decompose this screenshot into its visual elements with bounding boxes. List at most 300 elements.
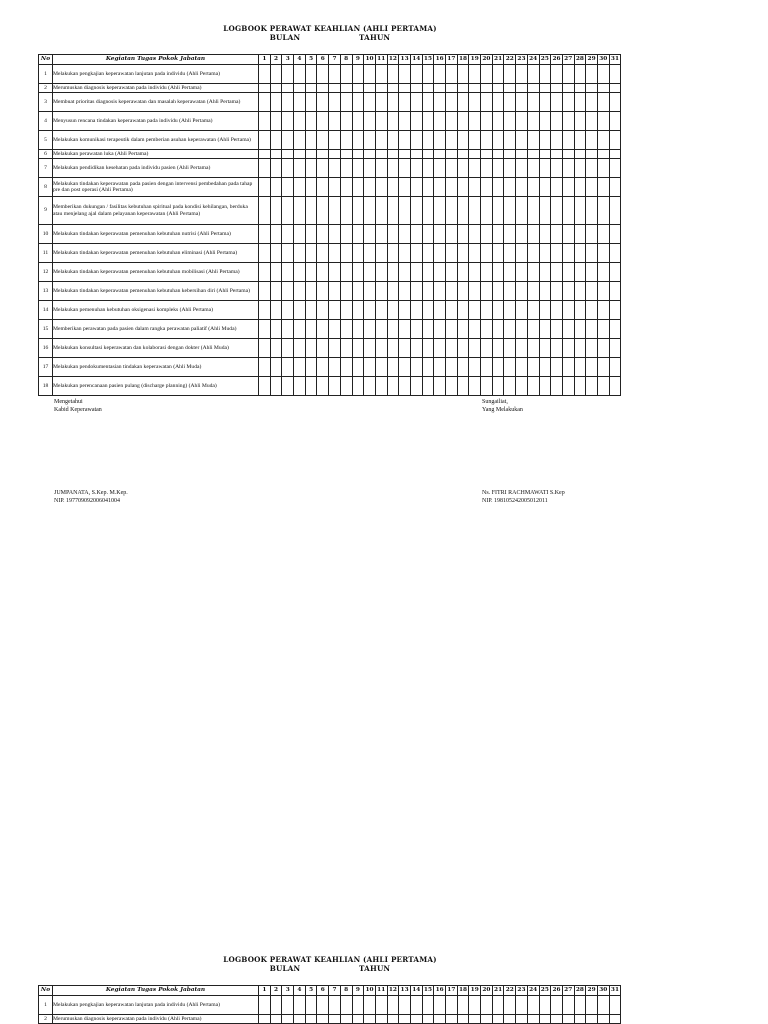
day-entry-cell[interactable] (527, 339, 539, 358)
day-entry-cell[interactable] (294, 282, 306, 301)
day-entry-cell[interactable] (574, 1015, 586, 1024)
day-entry-cell[interactable] (410, 93, 422, 112)
day-entry-cell[interactable] (340, 65, 352, 84)
day-entry-cell[interactable] (399, 358, 411, 377)
day-entry-cell[interactable] (457, 1015, 469, 1024)
day-entry-cell[interactable] (516, 358, 528, 377)
day-entry-cell[interactable] (481, 225, 493, 244)
day-entry-cell[interactable] (492, 339, 504, 358)
day-entry-cell[interactable] (270, 65, 282, 84)
day-entry-cell[interactable] (399, 320, 411, 339)
day-entry-cell[interactable] (364, 178, 376, 197)
day-entry-cell[interactable] (270, 244, 282, 263)
day-entry-cell[interactable] (597, 84, 609, 93)
day-entry-cell[interactable] (387, 282, 399, 301)
day-entry-cell[interactable] (364, 339, 376, 358)
day-entry-cell[interactable] (329, 225, 341, 244)
day-entry-cell[interactable] (410, 150, 422, 159)
day-entry-cell[interactable] (539, 339, 551, 358)
day-entry-cell[interactable] (434, 244, 446, 263)
day-entry-cell[interactable] (562, 320, 574, 339)
day-entry-cell[interactable] (282, 159, 294, 178)
day-entry-cell[interactable] (387, 320, 399, 339)
day-entry-cell[interactable] (539, 244, 551, 263)
day-entry-cell[interactable] (562, 225, 574, 244)
day-entry-cell[interactable] (492, 301, 504, 320)
day-entry-cell[interactable] (551, 93, 563, 112)
day-entry-cell[interactable] (457, 996, 469, 1015)
day-entry-cell[interactable] (422, 131, 434, 150)
day-entry-cell[interactable] (457, 112, 469, 131)
day-entry-cell[interactable] (364, 197, 376, 225)
day-entry-cell[interactable] (446, 65, 458, 84)
day-entry-cell[interactable] (551, 84, 563, 93)
day-entry-cell[interactable] (270, 282, 282, 301)
day-entry-cell[interactable] (457, 320, 469, 339)
day-entry-cell[interactable] (586, 301, 598, 320)
day-entry-cell[interactable] (527, 178, 539, 197)
day-entry-cell[interactable] (340, 178, 352, 197)
day-entry-cell[interactable] (597, 263, 609, 282)
day-entry-cell[interactable] (481, 320, 493, 339)
day-entry-cell[interactable] (259, 282, 271, 301)
day-entry-cell[interactable] (270, 377, 282, 396)
day-entry-cell[interactable] (375, 150, 387, 159)
day-entry-cell[interactable] (597, 131, 609, 150)
day-entry-cell[interactable] (259, 358, 271, 377)
day-entry-cell[interactable] (516, 225, 528, 244)
day-entry-cell[interactable] (504, 339, 516, 358)
day-entry-cell[interactable] (609, 263, 621, 282)
day-entry-cell[interactable] (270, 1015, 282, 1024)
day-entry-cell[interactable] (410, 339, 422, 358)
day-entry-cell[interactable] (492, 996, 504, 1015)
day-entry-cell[interactable] (504, 65, 516, 84)
day-entry-cell[interactable] (609, 93, 621, 112)
day-entry-cell[interactable] (375, 339, 387, 358)
day-entry-cell[interactable] (294, 320, 306, 339)
day-entry-cell[interactable] (574, 84, 586, 93)
day-entry-cell[interactable] (586, 93, 598, 112)
day-entry-cell[interactable] (469, 131, 481, 150)
day-entry-cell[interactable] (294, 159, 306, 178)
day-entry-cell[interactable] (305, 996, 317, 1015)
day-entry-cell[interactable] (551, 159, 563, 178)
day-entry-cell[interactable] (352, 358, 364, 377)
day-entry-cell[interactable] (282, 358, 294, 377)
day-entry-cell[interactable] (527, 996, 539, 1015)
day-entry-cell[interactable] (422, 320, 434, 339)
day-entry-cell[interactable] (305, 225, 317, 244)
day-entry-cell[interactable] (340, 225, 352, 244)
day-entry-cell[interactable] (387, 178, 399, 197)
day-entry-cell[interactable] (329, 131, 341, 150)
day-entry-cell[interactable] (434, 996, 446, 1015)
day-entry-cell[interactable] (481, 358, 493, 377)
day-entry-cell[interactable] (410, 197, 422, 225)
day-entry-cell[interactable] (539, 1015, 551, 1024)
day-entry-cell[interactable] (504, 84, 516, 93)
day-entry-cell[interactable] (399, 263, 411, 282)
day-entry-cell[interactable] (375, 159, 387, 178)
day-entry-cell[interactable] (259, 263, 271, 282)
day-entry-cell[interactable] (574, 197, 586, 225)
day-entry-cell[interactable] (305, 263, 317, 282)
day-entry-cell[interactable] (609, 131, 621, 150)
day-entry-cell[interactable] (434, 159, 446, 178)
day-entry-cell[interactable] (457, 131, 469, 150)
day-entry-cell[interactable] (586, 65, 598, 84)
day-entry-cell[interactable] (562, 65, 574, 84)
day-entry-cell[interactable] (375, 197, 387, 225)
day-entry-cell[interactable] (329, 150, 341, 159)
day-entry-cell[interactable] (422, 358, 434, 377)
day-entry-cell[interactable] (375, 282, 387, 301)
day-entry-cell[interactable] (352, 84, 364, 93)
day-entry-cell[interactable] (586, 84, 598, 93)
day-entry-cell[interactable] (329, 244, 341, 263)
day-entry-cell[interactable] (282, 178, 294, 197)
day-entry-cell[interactable] (469, 263, 481, 282)
day-entry-cell[interactable] (516, 244, 528, 263)
day-entry-cell[interactable] (329, 282, 341, 301)
day-entry-cell[interactable] (305, 282, 317, 301)
day-entry-cell[interactable] (317, 150, 329, 159)
day-entry-cell[interactable] (270, 225, 282, 244)
day-entry-cell[interactable] (399, 301, 411, 320)
day-entry-cell[interactable] (516, 320, 528, 339)
day-entry-cell[interactable] (527, 112, 539, 131)
day-entry-cell[interactable] (481, 84, 493, 93)
day-entry-cell[interactable] (352, 1015, 364, 1024)
day-entry-cell[interactable] (259, 197, 271, 225)
day-entry-cell[interactable] (446, 301, 458, 320)
day-entry-cell[interactable] (597, 320, 609, 339)
day-entry-cell[interactable] (539, 65, 551, 84)
day-entry-cell[interactable] (527, 65, 539, 84)
day-entry-cell[interactable] (422, 225, 434, 244)
day-entry-cell[interactable] (597, 178, 609, 197)
day-entry-cell[interactable] (352, 197, 364, 225)
day-entry-cell[interactable] (317, 159, 329, 178)
day-entry-cell[interactable] (305, 159, 317, 178)
day-entry-cell[interactable] (609, 84, 621, 93)
day-entry-cell[interactable] (329, 65, 341, 84)
day-entry-cell[interactable] (294, 377, 306, 396)
day-entry-cell[interactable] (551, 320, 563, 339)
day-entry-cell[interactable] (434, 65, 446, 84)
day-entry-cell[interactable] (340, 377, 352, 396)
day-entry-cell[interactable] (562, 301, 574, 320)
day-entry-cell[interactable] (329, 320, 341, 339)
day-entry-cell[interactable] (469, 358, 481, 377)
day-entry-cell[interactable] (434, 358, 446, 377)
day-entry-cell[interactable] (399, 339, 411, 358)
day-entry-cell[interactable] (375, 263, 387, 282)
day-entry-cell[interactable] (317, 282, 329, 301)
day-entry-cell[interactable] (527, 282, 539, 301)
day-entry-cell[interactable] (516, 197, 528, 225)
day-entry-cell[interactable] (492, 65, 504, 84)
day-entry-cell[interactable] (317, 84, 329, 93)
day-entry-cell[interactable] (586, 131, 598, 150)
day-entry-cell[interactable] (270, 996, 282, 1015)
day-entry-cell[interactable] (270, 84, 282, 93)
day-entry-cell[interactable] (492, 178, 504, 197)
day-entry-cell[interactable] (469, 225, 481, 244)
day-entry-cell[interactable] (562, 263, 574, 282)
day-entry-cell[interactable] (574, 320, 586, 339)
day-entry-cell[interactable] (282, 93, 294, 112)
day-entry-cell[interactable] (586, 339, 598, 358)
day-entry-cell[interactable] (527, 84, 539, 93)
day-entry-cell[interactable] (305, 65, 317, 84)
day-entry-cell[interactable] (434, 112, 446, 131)
day-entry-cell[interactable] (270, 93, 282, 112)
day-entry-cell[interactable] (527, 263, 539, 282)
day-entry-cell[interactable] (539, 150, 551, 159)
day-entry-cell[interactable] (434, 377, 446, 396)
day-entry-cell[interactable] (282, 301, 294, 320)
day-entry-cell[interactable] (574, 244, 586, 263)
day-entry-cell[interactable] (422, 93, 434, 112)
day-entry-cell[interactable] (422, 197, 434, 225)
day-entry-cell[interactable] (469, 65, 481, 84)
day-entry-cell[interactable] (282, 339, 294, 358)
day-entry-cell[interactable] (410, 263, 422, 282)
day-entry-cell[interactable] (294, 131, 306, 150)
day-entry-cell[interactable] (294, 178, 306, 197)
day-entry-cell[interactable] (504, 1015, 516, 1024)
day-entry-cell[interactable] (574, 263, 586, 282)
day-entry-cell[interactable] (399, 131, 411, 150)
day-entry-cell[interactable] (282, 377, 294, 396)
day-entry-cell[interactable] (410, 131, 422, 150)
day-entry-cell[interactable] (375, 84, 387, 93)
day-entry-cell[interactable] (259, 1015, 271, 1024)
day-entry-cell[interactable] (410, 178, 422, 197)
day-entry-cell[interactable] (446, 263, 458, 282)
day-entry-cell[interactable] (340, 263, 352, 282)
day-entry-cell[interactable] (586, 244, 598, 263)
day-entry-cell[interactable] (270, 150, 282, 159)
day-entry-cell[interactable] (586, 1015, 598, 1024)
day-entry-cell[interactable] (469, 1015, 481, 1024)
day-entry-cell[interactable] (259, 93, 271, 112)
day-entry-cell[interactable] (527, 377, 539, 396)
day-entry-cell[interactable] (399, 93, 411, 112)
day-entry-cell[interactable] (317, 339, 329, 358)
day-entry-cell[interactable] (574, 178, 586, 197)
day-entry-cell[interactable] (516, 301, 528, 320)
day-entry-cell[interactable] (609, 339, 621, 358)
day-entry-cell[interactable] (481, 263, 493, 282)
day-entry-cell[interactable] (539, 377, 551, 396)
day-entry-cell[interactable] (457, 358, 469, 377)
day-entry-cell[interactable] (317, 112, 329, 131)
day-entry-cell[interactable] (259, 320, 271, 339)
day-entry-cell[interactable] (446, 84, 458, 93)
day-entry-cell[interactable] (410, 244, 422, 263)
day-entry-cell[interactable] (259, 301, 271, 320)
day-entry-cell[interactable] (340, 358, 352, 377)
day-entry-cell[interactable] (586, 112, 598, 131)
day-entry-cell[interactable] (294, 339, 306, 358)
day-entry-cell[interactable] (457, 225, 469, 244)
day-entry-cell[interactable] (340, 301, 352, 320)
day-entry-cell[interactable] (504, 320, 516, 339)
day-entry-cell[interactable] (352, 112, 364, 131)
day-entry-cell[interactable] (551, 131, 563, 150)
day-entry-cell[interactable] (422, 301, 434, 320)
day-entry-cell[interactable] (399, 159, 411, 178)
day-entry-cell[interactable] (609, 65, 621, 84)
day-entry-cell[interactable] (294, 301, 306, 320)
day-entry-cell[interactable] (340, 282, 352, 301)
day-entry-cell[interactable] (422, 178, 434, 197)
day-entry-cell[interactable] (574, 131, 586, 150)
day-entry-cell[interactable] (375, 178, 387, 197)
day-entry-cell[interactable] (422, 159, 434, 178)
day-entry-cell[interactable] (317, 65, 329, 84)
day-entry-cell[interactable] (469, 150, 481, 159)
day-entry-cell[interactable] (259, 996, 271, 1015)
day-entry-cell[interactable] (551, 225, 563, 244)
day-entry-cell[interactable] (329, 84, 341, 93)
day-entry-cell[interactable] (446, 131, 458, 150)
day-entry-cell[interactable] (597, 358, 609, 377)
day-entry-cell[interactable] (562, 996, 574, 1015)
day-entry-cell[interactable] (434, 131, 446, 150)
day-entry-cell[interactable] (270, 112, 282, 131)
day-entry-cell[interactable] (305, 131, 317, 150)
day-entry-cell[interactable] (352, 159, 364, 178)
day-entry-cell[interactable] (574, 301, 586, 320)
day-entry-cell[interactable] (504, 996, 516, 1015)
day-entry-cell[interactable] (469, 377, 481, 396)
day-entry-cell[interactable] (352, 377, 364, 396)
day-entry-cell[interactable] (492, 244, 504, 263)
day-entry-cell[interactable] (305, 112, 317, 131)
day-entry-cell[interactable] (305, 339, 317, 358)
day-entry-cell[interactable] (504, 159, 516, 178)
day-entry-cell[interactable] (551, 301, 563, 320)
day-entry-cell[interactable] (422, 377, 434, 396)
day-entry-cell[interactable] (294, 150, 306, 159)
day-entry-cell[interactable] (399, 84, 411, 93)
day-entry-cell[interactable] (539, 358, 551, 377)
day-entry-cell[interactable] (504, 131, 516, 150)
day-entry-cell[interactable] (597, 996, 609, 1015)
day-entry-cell[interactable] (586, 150, 598, 159)
day-entry-cell[interactable] (457, 159, 469, 178)
day-entry-cell[interactable] (586, 320, 598, 339)
day-entry-cell[interactable] (609, 178, 621, 197)
day-entry-cell[interactable] (340, 996, 352, 1015)
day-entry-cell[interactable] (282, 65, 294, 84)
day-entry-cell[interactable] (387, 112, 399, 131)
day-entry-cell[interactable] (375, 320, 387, 339)
day-entry-cell[interactable] (294, 1015, 306, 1024)
day-entry-cell[interactable] (492, 112, 504, 131)
day-entry-cell[interactable] (317, 197, 329, 225)
day-entry-cell[interactable] (399, 112, 411, 131)
day-entry-cell[interactable] (259, 339, 271, 358)
day-entry-cell[interactable] (492, 320, 504, 339)
day-entry-cell[interactable] (446, 339, 458, 358)
day-entry-cell[interactable] (410, 1015, 422, 1024)
day-entry-cell[interactable] (364, 320, 376, 339)
day-entry-cell[interactable] (352, 301, 364, 320)
day-entry-cell[interactable] (317, 225, 329, 244)
day-entry-cell[interactable] (504, 358, 516, 377)
day-entry-cell[interactable] (340, 339, 352, 358)
day-entry-cell[interactable] (539, 159, 551, 178)
day-entry-cell[interactable] (410, 84, 422, 93)
day-entry-cell[interactable] (294, 93, 306, 112)
day-entry-cell[interactable] (352, 244, 364, 263)
day-entry-cell[interactable] (481, 244, 493, 263)
day-entry-cell[interactable] (481, 150, 493, 159)
day-entry-cell[interactable] (527, 93, 539, 112)
day-entry-cell[interactable] (516, 131, 528, 150)
day-entry-cell[interactable] (609, 301, 621, 320)
day-entry-cell[interactable] (329, 377, 341, 396)
day-entry-cell[interactable] (340, 84, 352, 93)
day-entry-cell[interactable] (329, 1015, 341, 1024)
day-entry-cell[interactable] (516, 282, 528, 301)
day-entry-cell[interactable] (340, 159, 352, 178)
day-entry-cell[interactable] (399, 178, 411, 197)
day-entry-cell[interactable] (504, 263, 516, 282)
day-entry-cell[interactable] (539, 263, 551, 282)
day-entry-cell[interactable] (352, 320, 364, 339)
day-entry-cell[interactable] (446, 358, 458, 377)
day-entry-cell[interactable] (282, 1015, 294, 1024)
day-entry-cell[interactable] (375, 65, 387, 84)
day-entry-cell[interactable] (539, 178, 551, 197)
day-entry-cell[interactable] (375, 1015, 387, 1024)
day-entry-cell[interactable] (282, 244, 294, 263)
day-entry-cell[interactable] (562, 1015, 574, 1024)
day-entry-cell[interactable] (282, 131, 294, 150)
day-entry-cell[interactable] (539, 197, 551, 225)
day-entry-cell[interactable] (446, 93, 458, 112)
day-entry-cell[interactable] (527, 131, 539, 150)
day-entry-cell[interactable] (340, 112, 352, 131)
day-entry-cell[interactable] (527, 244, 539, 263)
day-entry-cell[interactable] (551, 150, 563, 159)
day-entry-cell[interactable] (422, 282, 434, 301)
day-entry-cell[interactable] (375, 301, 387, 320)
day-entry-cell[interactable] (352, 263, 364, 282)
day-entry-cell[interactable] (574, 93, 586, 112)
day-entry-cell[interactable] (492, 197, 504, 225)
day-entry-cell[interactable] (270, 339, 282, 358)
day-entry-cell[interactable] (551, 197, 563, 225)
day-entry-cell[interactable] (457, 339, 469, 358)
day-entry-cell[interactable] (329, 197, 341, 225)
day-entry-cell[interactable] (410, 377, 422, 396)
day-entry-cell[interactable] (457, 197, 469, 225)
day-entry-cell[interactable] (539, 84, 551, 93)
day-entry-cell[interactable] (305, 301, 317, 320)
day-entry-cell[interactable] (516, 93, 528, 112)
day-entry-cell[interactable] (259, 84, 271, 93)
day-entry-cell[interactable] (609, 282, 621, 301)
day-entry-cell[interactable] (317, 131, 329, 150)
day-entry-cell[interactable] (317, 377, 329, 396)
